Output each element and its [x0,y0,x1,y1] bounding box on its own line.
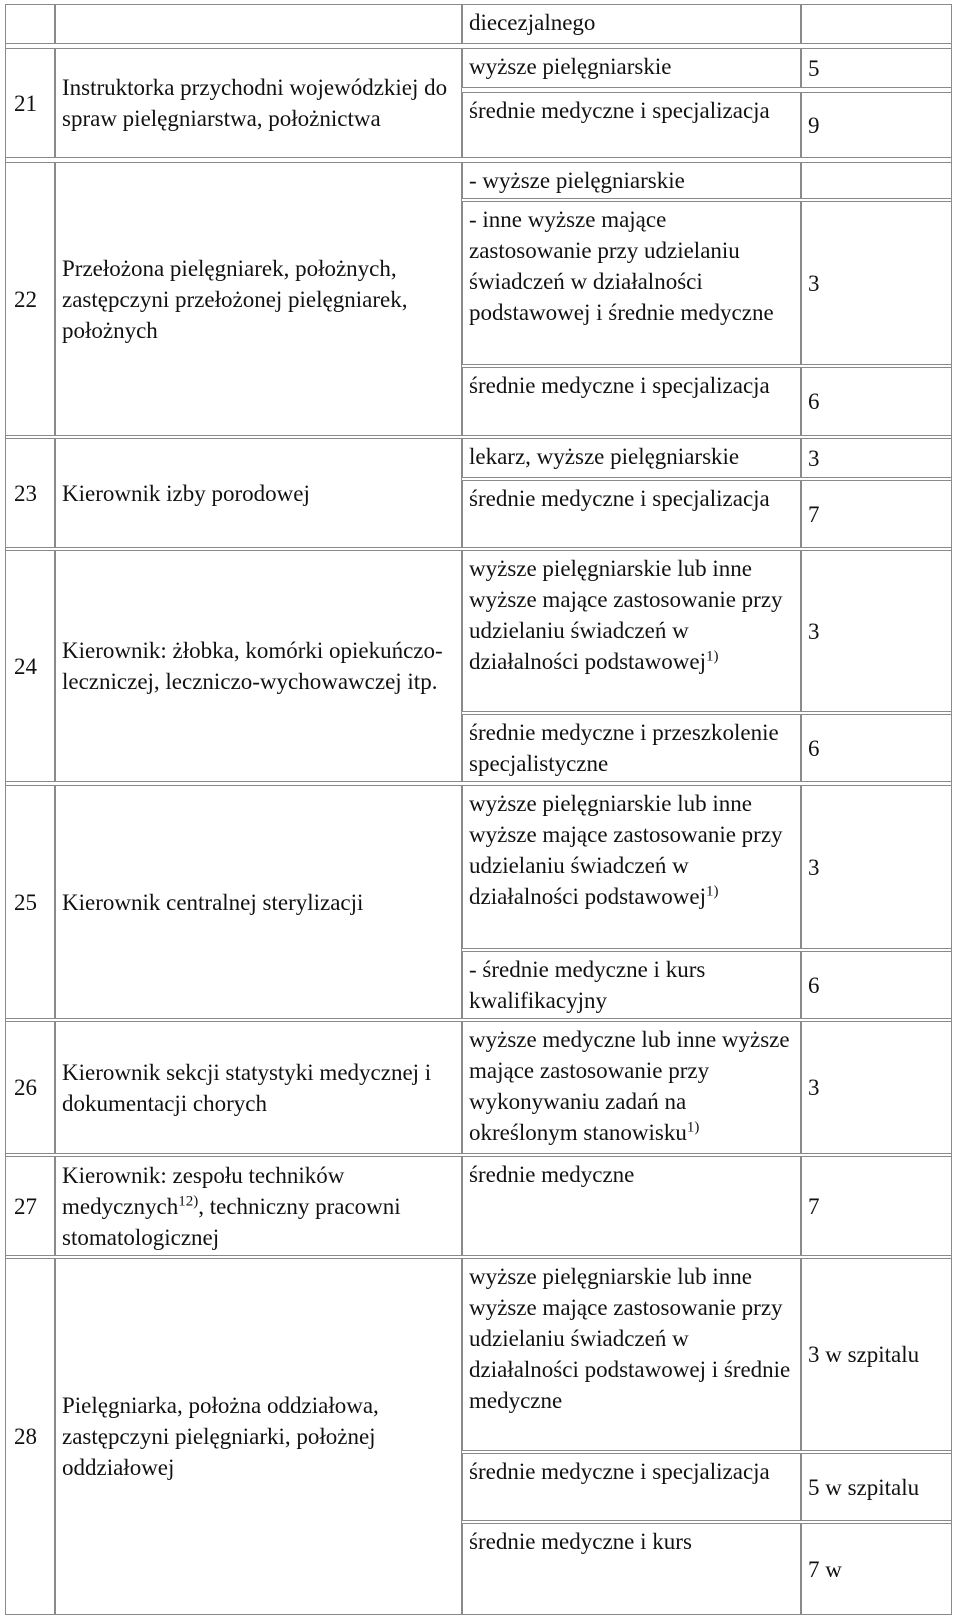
years-value: 6 [808,389,820,414]
years-value: 3 [808,270,820,296]
position-text [62,253,455,346]
requirement-cell [462,480,801,548]
position-text [62,72,455,134]
years-value: 7 [808,501,820,527]
position-title: Kierownik: zespołu techników medycznych [62,1162,345,1219]
row-number-cell [5,4,55,44]
years-cell [801,1258,952,1451]
requirement-text: średnie medyczne i specjalizacja [469,373,770,398]
requirement-cell [462,92,801,158]
years-cell [801,1523,952,1615]
position-cell [55,785,462,1019]
years-value: 6 [808,735,820,761]
position-title: Przełożona pielęgniarek, położnych, zastępczyni przełożonej pielęgniarek, położnych [62,255,408,343]
years-cell [801,162,952,199]
years-value: 3 [808,1075,820,1100]
row-number-cell [5,1258,55,1615]
position-cell [55,162,462,436]
requirement-cell [462,201,801,365]
years-cell [801,92,952,158]
row-number-cell [5,48,55,158]
row-number: 21 [14,90,37,116]
requirement-cell [462,785,801,949]
years-cell [801,1021,952,1154]
requirement-text: średnie medyczne i przeszkolenie specjalistyczne [469,720,779,776]
requirement-cell [462,714,801,782]
requirement-cell [462,1258,801,1451]
footnote-marker: 12) [178,1192,199,1209]
position-cell [55,1258,462,1615]
row-number-cell [5,1156,55,1256]
position-text [62,635,455,697]
position-text [62,1390,455,1483]
position-cell [55,4,462,44]
requirement-cell [462,1523,801,1615]
requirement-text: - wyższe pielęgniarskie [469,168,685,193]
years-value: 9 [808,112,820,138]
row-number-cell [5,438,55,548]
requirement-text: średnie medyczne i specjalizacja [469,486,770,511]
position-text [62,1160,455,1253]
years-cell [801,951,952,1019]
row-number: 23 [14,480,37,506]
row-number: 26 [14,1075,37,1100]
row-number-cell [5,785,55,1019]
years-cell [801,480,952,548]
years-value: 5 [808,55,820,81]
requirement-cell [462,1156,801,1256]
requirement-cell [462,162,801,199]
years-value: 7 [808,1193,820,1219]
position-text [62,887,363,918]
requirement-cell [462,438,801,478]
requirement-cell [462,1021,801,1154]
requirement-text: wyższe pielęgniarskie lub inne wyższe mające zastosowanie przy udzielaniu świadczeń w działalności podstawowej i średnie medyczne [469,1264,791,1413]
position-title-cont: , techniczny pracowni stomatologicznej [62,1193,401,1250]
requirement-text: lekarz, wyższe pielęgniarskie [469,444,740,469]
requirement-text: średnie medyczne [469,1162,635,1187]
requirement-text: średnie medyczne i specjalizacja [469,98,770,123]
position-text [62,1057,455,1119]
requirement-text: diecezjalnego [469,10,596,35]
row-number: 22 [14,286,37,312]
row-number-cell [5,550,55,782]
row-number: 25 [14,889,37,915]
years-cell [801,1453,952,1521]
position-title: Kierownik sekcji statystyki medycznej i dokumentacji chorych [62,1059,432,1116]
position-cell [55,438,462,548]
footnote-marker: 1) [705,648,719,665]
years-cell [801,367,952,436]
requirement-cell [462,550,801,712]
years-cell [801,201,952,365]
requirement-cell [462,48,801,88]
requirement-text: - średnie medyczne i kurs kwalifikacyjny [469,957,706,1013]
position-cell [55,48,462,158]
years-cell [801,48,952,88]
position-cell [55,1021,462,1154]
years-value: 7 w [808,1556,842,1582]
row-number: 24 [14,653,37,679]
requirement-cell [462,367,801,436]
position-cell [55,1156,462,1256]
requirement-text: wyższe pielęgniarskie lub inne wyższe mające zastosowanie przy udzielaniu świadczeń w działalności podstawowej [469,556,783,674]
years-value: 3 [808,854,820,880]
requirement-cell [462,951,801,1019]
position-cell [55,550,462,782]
row-number-cell [5,162,55,436]
position-title: Kierownik izby porodowej [62,480,310,506]
requirement-cell [462,1453,801,1521]
years-value: 3 [808,618,820,644]
requirement-text: wyższe pielęgniarskie [469,54,672,79]
requirement-text: średnie medyczne i kurs [469,1529,692,1554]
footnote-marker: 1) [705,883,719,900]
position-title: Kierownik: żłobka, komórki opiekuńczo-leczniczej, leczniczo-wychowawczej itp. [62,638,443,694]
years-cell [801,785,952,949]
position-title: Pielęgniarka, położna oddziałowa, zastępczyni pielęgniarki, położnej oddziałowej [62,1393,379,1480]
years-cell [801,438,952,478]
years-cell [801,550,952,712]
years-cell [801,714,952,782]
requirement-text: wyższe medyczne lub inne wyższe mające zastosowanie przy wykonywaniu zadań na określonym stanowisku [469,1027,790,1145]
years-cell [801,4,952,44]
position-text [62,478,310,509]
years-value: 5 w szpitalu [808,1474,920,1500]
years-cell [801,1156,952,1256]
position-title: Instruktorka przychodni wojewódzkiej do spraw pielęgniarstwa, położnictwa [62,75,448,131]
requirement-text: - inne wyższe mające zastosowanie przy udzielaniu świadczeń w działalności podstawowej i średnie medyczne [469,207,774,325]
requirement-text: średnie medyczne i specjalizacja [469,1459,770,1484]
years-value: 3 w szpitalu [808,1342,920,1367]
years-value: 6 [808,972,820,998]
requirement-cell [462,4,801,44]
row-number: 28 [14,1424,37,1449]
position-title: Kierownik centralnej sterylizacji [62,889,364,915]
footnote-marker: 1) [686,1119,700,1136]
row-number: 27 [14,1193,37,1219]
row-number-cell [5,1021,55,1154]
years-value: 3 [808,445,820,471]
requirement-text: wyższe pielęgniarskie lub inne wyższe mające zastosowanie przy udzielaniu świadczeń w działalności podstawowej [469,791,783,909]
